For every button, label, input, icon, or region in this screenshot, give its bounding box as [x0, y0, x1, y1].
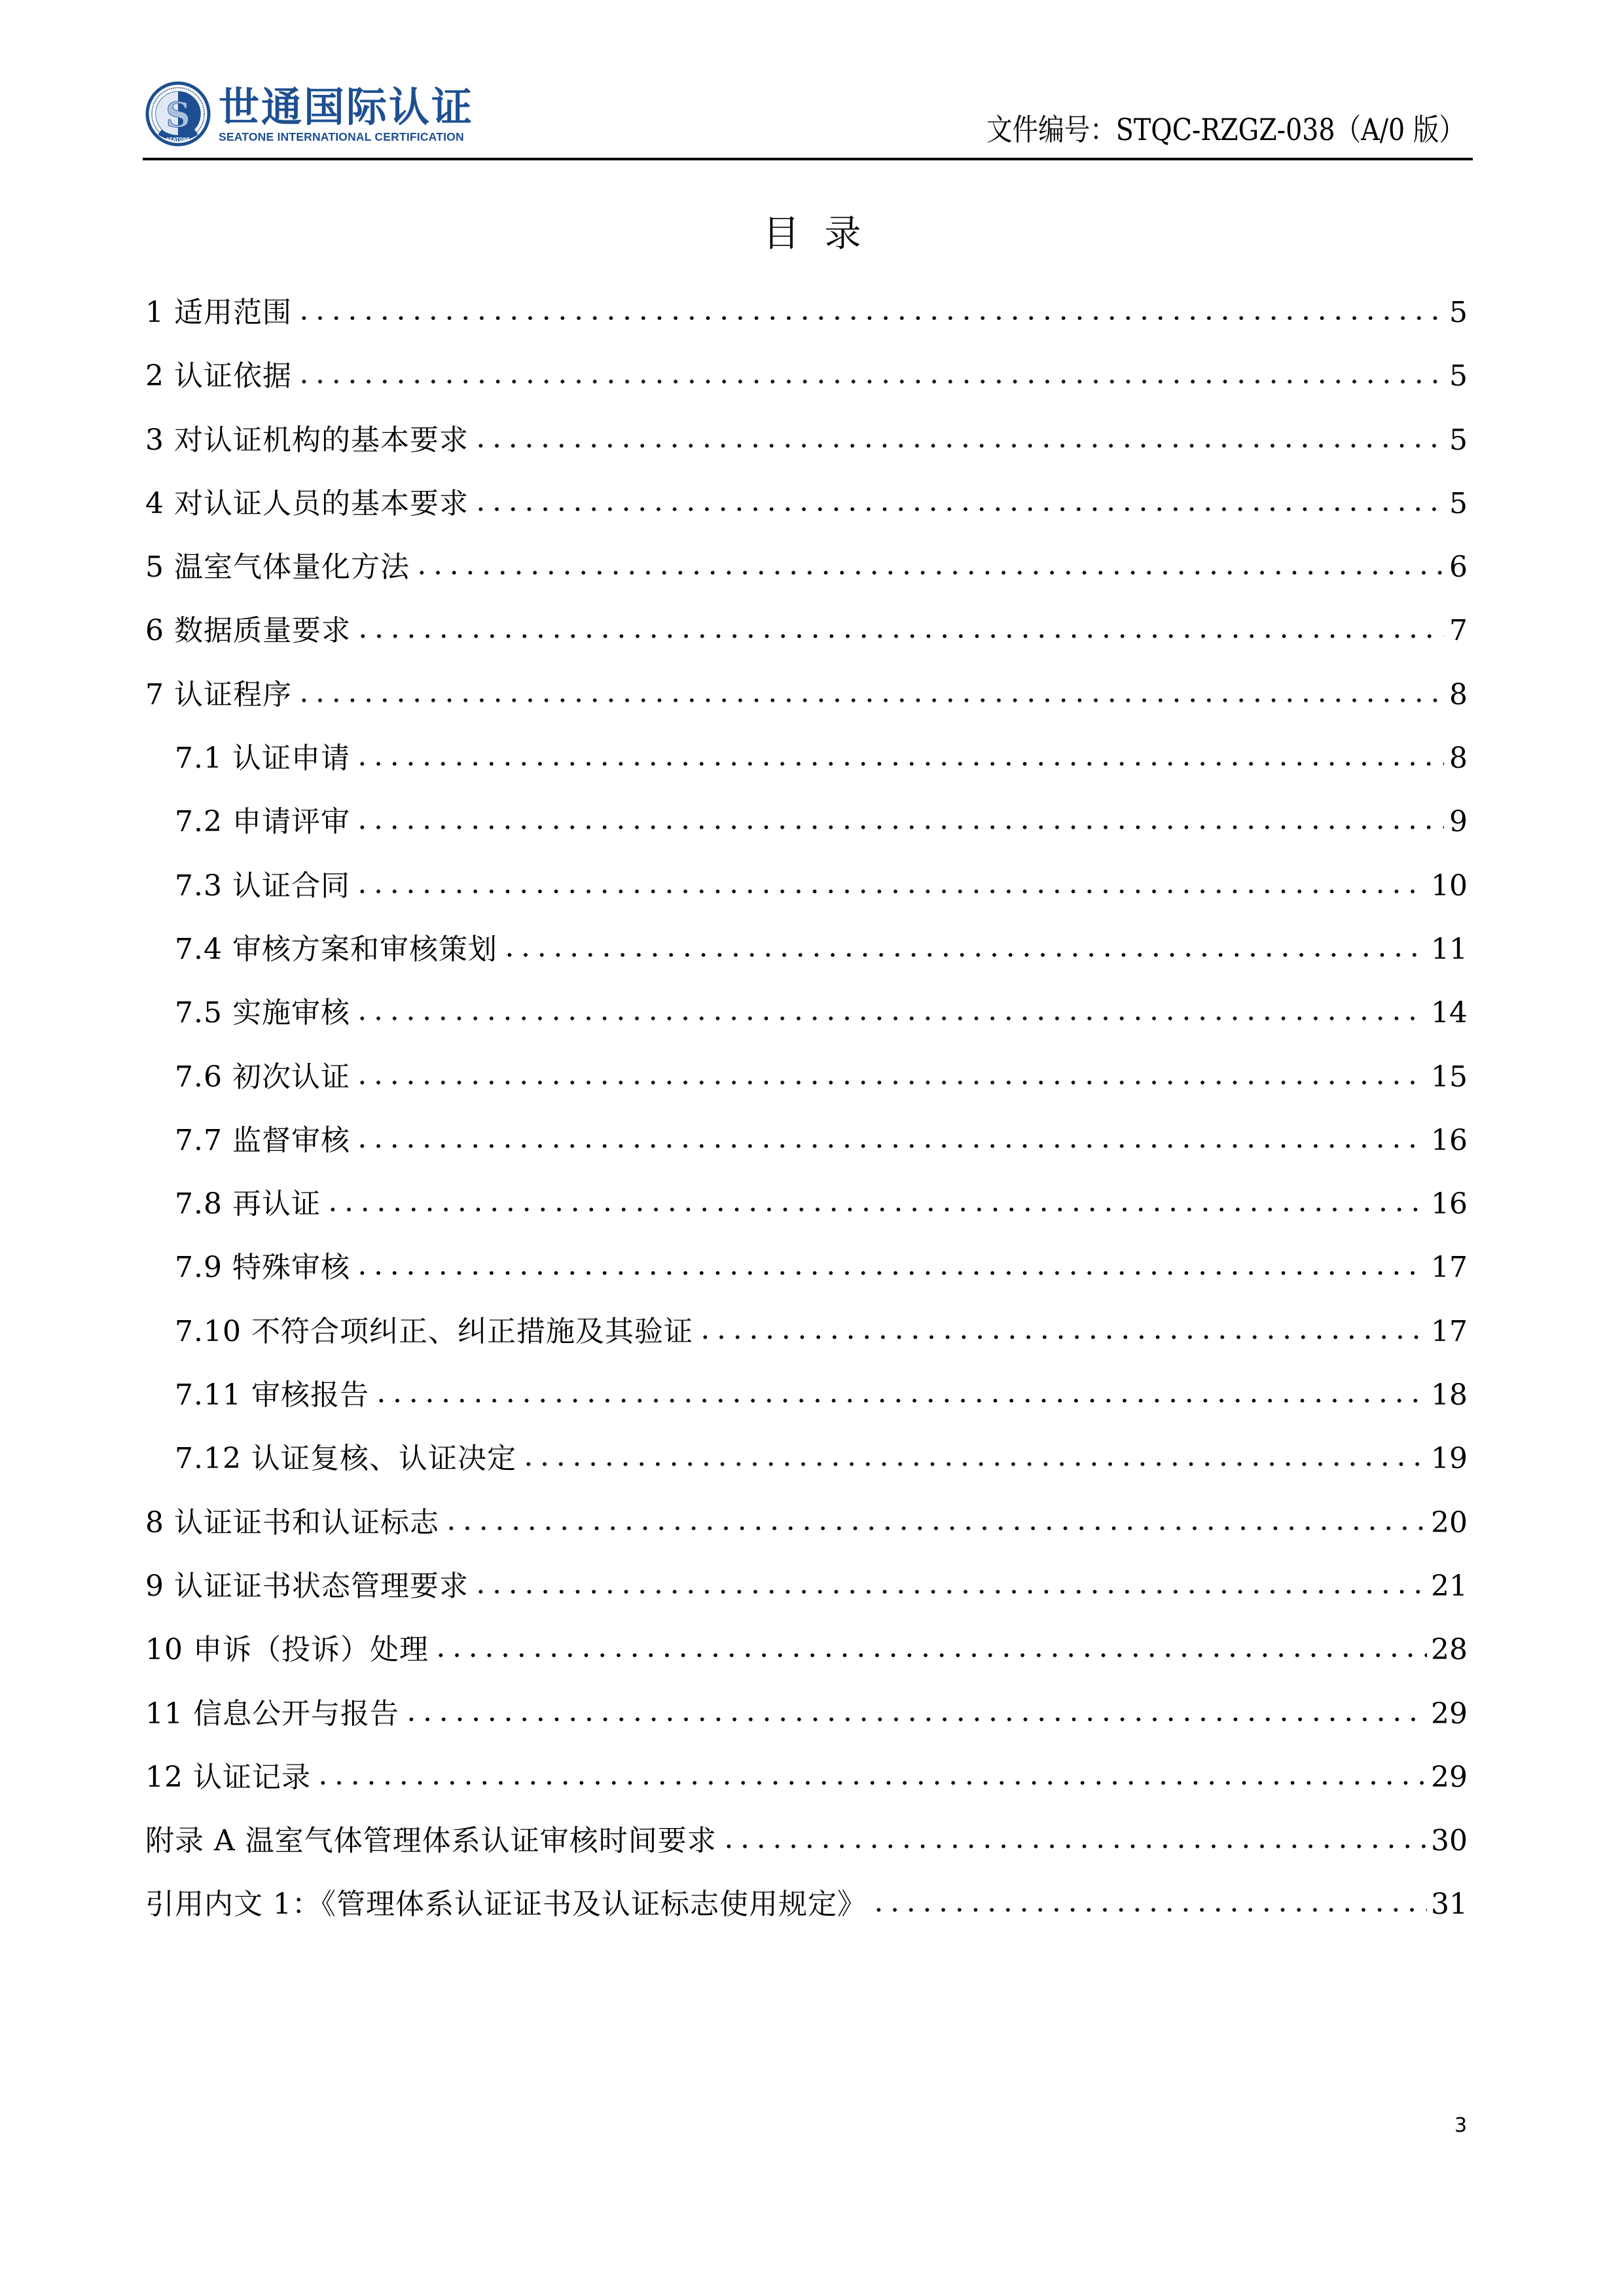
- toc-entry[interactable]: [145, 1376, 1468, 1439]
- toc-entry[interactable]: [145, 802, 1468, 866]
- toc-dot-leader: [325, 1206, 1427, 1213]
- toc-entry[interactable]: [145, 930, 1468, 994]
- toc-entry-label[interactable]: 5 温室气体量化方法: [145, 550, 410, 584]
- toc-entry-label[interactable]: 10 申诉（投诉）处理: [145, 1633, 429, 1667]
- toc-entry-page[interactable]: 8: [1449, 677, 1468, 711]
- toc-dot-leader: [354, 1269, 1427, 1277]
- toc-entry-page[interactable]: 5: [1449, 359, 1468, 393]
- toc-dot-leader: [443, 1524, 1427, 1532]
- toc-dot-leader: [354, 888, 1427, 895]
- toc-entry-page[interactable]: 5: [1449, 423, 1468, 457]
- toc-dot-leader: [433, 1651, 1427, 1659]
- toc-entry-label[interactable]: 9 认证证书状态管理要求: [145, 1569, 469, 1603]
- toc-entry-label[interactable]: 7 认证程序: [145, 677, 292, 711]
- toc-entry-label[interactable]: 7.2 申请评审: [175, 805, 350, 839]
- toc-entry[interactable]: [145, 548, 1468, 611]
- toc-entry[interactable]: [145, 357, 1468, 420]
- toc-entry[interactable]: [145, 1121, 1468, 1185]
- toc-entry-page[interactable]: 5: [1449, 486, 1468, 520]
- toc-entry-label[interactable]: 8 认证证书和认证标志: [145, 1505, 439, 1539]
- toc-entry-label[interactable]: 7.11 审核报告: [175, 1378, 369, 1412]
- toc-entry-page[interactable]: 9: [1449, 805, 1468, 839]
- toc-entry-label[interactable]: 4 对认证人员的基本要求: [145, 486, 469, 520]
- toc-entry[interactable]: [145, 1758, 1468, 1821]
- toc-entry[interactable]: [145, 293, 1468, 357]
- toc-entry[interactable]: [145, 421, 1468, 484]
- toc-entry-page[interactable]: 28: [1431, 1633, 1468, 1667]
- toc-entry-label[interactable]: 7.9 特殊审核: [175, 1251, 350, 1285]
- toc-entry[interactable]: [145, 675, 1468, 739]
- toc-dot-leader: [296, 314, 1444, 322]
- toc-dot-leader: [354, 1014, 1427, 1022]
- toc-entry-page[interactable]: 7: [1449, 614, 1468, 648]
- toc-entry-label[interactable]: 1 适用范围: [145, 296, 292, 329]
- svg-text:S: S: [166, 96, 190, 135]
- toc-entry-page[interactable]: 30: [1431, 1824, 1468, 1858]
- toc-dot-leader: [501, 951, 1427, 959]
- toc-entry-page[interactable]: 31: [1431, 1888, 1468, 1922]
- toc-entry-page[interactable]: 8: [1449, 742, 1468, 776]
- toc-dot-leader: [354, 1079, 1427, 1086]
- toc-entry[interactable]: [145, 1695, 1468, 1758]
- toc-entry-label[interactable]: 11 信息公开与报告: [145, 1696, 399, 1731]
- toc-dot-leader: [355, 632, 1444, 640]
- toc-entry-page[interactable]: 17: [1431, 1251, 1468, 1285]
- toc-title: 目录: [763, 213, 886, 255]
- toc-dot-leader: [721, 1842, 1427, 1850]
- toc-dot-leader: [403, 1715, 1427, 1723]
- toc-dot-leader: [354, 1142, 1427, 1150]
- toc-dot-leader: [871, 1906, 1427, 1914]
- logo-chinese-name: 世通国际认证: [219, 83, 475, 131]
- toc-entry[interactable]: [145, 1503, 1468, 1567]
- toc-entry-page[interactable]: 18: [1431, 1378, 1468, 1412]
- toc-entry-label[interactable]: 7.10 不符合项纠正、纠正措施及其验证: [175, 1314, 693, 1348]
- toc-dot-leader: [520, 1460, 1427, 1468]
- toc-entry[interactable]: [145, 1567, 1468, 1630]
- toc-dot-leader: [414, 569, 1444, 577]
- seatone-emblem-icon: [145, 81, 211, 147]
- svg-text:SEATONE: SEATONE: [166, 137, 190, 142]
- toc-dot-leader: [697, 1333, 1427, 1341]
- toc-dot-leader: [296, 378, 1444, 386]
- toc-entry-page[interactable]: 11: [1431, 932, 1468, 966]
- header-divider: [143, 158, 1473, 160]
- toc-entry[interactable]: [145, 1439, 1468, 1503]
- toc-entry-label[interactable]: 7.6 初次认证: [175, 1060, 350, 1094]
- toc-entry[interactable]: [145, 994, 1468, 1057]
- toc-dot-leader: [373, 1397, 1427, 1405]
- toc-entry-page[interactable]: 19: [1431, 1442, 1468, 1476]
- toc-entry-page[interactable]: 21: [1431, 1569, 1468, 1603]
- toc-entry-label[interactable]: 7.3 认证合同: [175, 869, 350, 903]
- toc-entry[interactable]: [145, 1185, 1468, 1248]
- toc-dot-leader: [315, 1779, 1427, 1787]
- toc-entry[interactable]: [145, 611, 1468, 675]
- toc-entry-label[interactable]: 6 数据质量要求: [145, 614, 351, 648]
- page-number: 3: [1454, 2114, 1468, 2137]
- toc-dot-leader: [473, 1588, 1427, 1596]
- toc-entry[interactable]: [145, 484, 1468, 548]
- toc-entry[interactable]: [145, 1630, 1468, 1694]
- page-header: [143, 72, 1473, 160]
- toc-dot-leader: [473, 505, 1444, 513]
- toc-dot-leader: [296, 696, 1444, 704]
- toc-entry[interactable]: [145, 1058, 1468, 1121]
- toc-entry-page[interactable]: 15: [1431, 1060, 1468, 1094]
- toc-entry-label[interactable]: 12 认证记录: [145, 1760, 311, 1794]
- toc-entry-label[interactable]: 7.5 实施审核: [175, 996, 350, 1030]
- toc-entry[interactable]: [145, 1312, 1468, 1376]
- toc-entry-page[interactable]: 5: [1449, 296, 1468, 329]
- toc-entry-page[interactable]: 6: [1449, 550, 1468, 584]
- toc-entry-label[interactable]: 7.12 认证复核、认证决定: [175, 1442, 516, 1476]
- toc-entry[interactable]: [145, 1885, 1468, 1948]
- toc-dot-leader: [354, 823, 1444, 831]
- toc-entry-page[interactable]: 16: [1431, 1187, 1468, 1221]
- toc-entry-page[interactable]: 17: [1431, 1314, 1468, 1348]
- toc-entry-label[interactable]: 3 对认证机构的基本要求: [145, 423, 469, 457]
- toc-entry[interactable]: [145, 1248, 1468, 1312]
- toc-entry-label[interactable]: 7.8 再认证: [175, 1187, 321, 1221]
- toc-entry-page[interactable]: 10: [1431, 869, 1468, 903]
- toc-entry-page[interactable]: 16: [1431, 1123, 1468, 1157]
- toc-entry[interactable]: [145, 739, 1468, 802]
- toc-entry-label[interactable]: 7.1 认证申请: [175, 742, 350, 776]
- toc-entry[interactable]: [145, 1821, 1468, 1885]
- toc-entry-label[interactable]: 2 认证依据: [145, 359, 292, 393]
- toc-entry-label[interactable]: 7.4 审核方案和审核策划: [175, 932, 497, 966]
- toc-entry[interactable]: [145, 867, 1468, 930]
- toc-entry-label[interactable]: 引用内文 1：《管理体系认证证书及认证标志使用规定》: [145, 1888, 867, 1922]
- toc-dot-leader: [354, 760, 1444, 768]
- toc-entry-page[interactable]: 14: [1431, 996, 1468, 1030]
- toc-entry-label[interactable]: 附录 A 温室气体管理体系认证审核时间要求: [145, 1824, 717, 1858]
- toc-entry-page[interactable]: 29: [1431, 1760, 1468, 1794]
- company-logo: [145, 81, 474, 147]
- toc-entry-page[interactable]: 20: [1431, 1505, 1468, 1539]
- toc-entry-page[interactable]: 29: [1431, 1696, 1468, 1731]
- table-of-contents: [145, 293, 1468, 1949]
- toc-dot-leader: [473, 442, 1444, 450]
- logo-english-name: SEATONE INTERNATIONAL CERTIFICATION: [219, 130, 464, 143]
- toc-entry-label[interactable]: 7.7 监督审核: [175, 1123, 350, 1157]
- document-code: 文件编号：STQC-RZGZ-038（A/0 版）: [986, 112, 1465, 147]
